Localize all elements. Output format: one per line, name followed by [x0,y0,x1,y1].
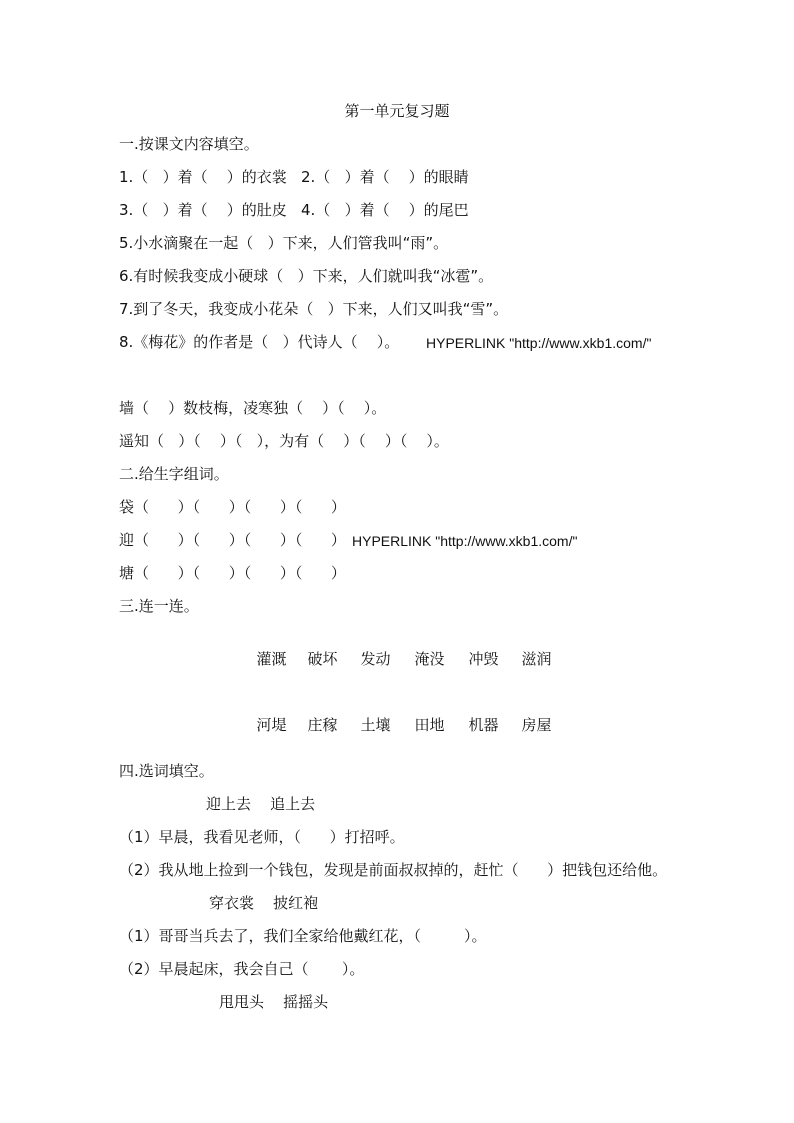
match-word: 机器 [468,716,499,734]
match-word: 冲毁 [468,650,499,668]
match-word: 灌溉 [256,650,287,668]
question-6: 6.有时候我变成小硬球（ ）下来，人们就叫我“冰雹”。 [119,267,494,285]
word-group-hyperlink-text: HYPERLINK "http://www.xkb1.com/" [352,533,578,549]
section-4-heading: 四.选词填空。 [119,762,214,780]
match-word: 房屋 [521,716,552,734]
fill-question-1-1: （1）早晨，我看见老师，（ ）打招呼。 [119,828,405,846]
question-8-hyperlink-text: HYPERLINK "http://www.xkb1.com/" [426,335,652,351]
match-word: 滋润 [521,650,552,668]
word-group-row-2: 迎（ ）（ ）（ ）（ ） [119,531,346,549]
poem-line-1: 墙（ ）数枝梅，凌寒独（ ）（ ）。 [119,399,387,417]
question-7: 7.到了冬天，我变成小花朵（ ）下来，人们又叫我“雪”。 [119,300,509,318]
question-3-4: 3.（ ）着（ ）的肚皮 4.（ ）着（ ）的尾巴 [119,201,469,219]
question-8: 8.《梅花》的作者是（ ）代诗人（ ）。 [119,333,400,351]
fill-question-2-2: （2）早晨起床，我会自己（ ）。 [119,960,365,978]
match-word: 河堤 [256,716,287,734]
section-2-heading: 二.给生字组词。 [119,465,229,483]
fill-question-2-1: （1）哥哥当兵去了，我们全家给他戴红花，（ ）。 [119,927,487,945]
match-word: 发动 [360,650,391,668]
word-choice-group-2: 穿衣裳 披红袍 [209,894,319,912]
word-group-row-1: 袋（ ）（ ）（ ）（ ） [119,498,346,516]
poem-line-2: 遥知（ ）（ ）（ ），为有（ ）（ ）（ ）。 [119,432,449,450]
word-choice-group-3: 甩甩头 摇摇头 [219,993,329,1011]
match-word: 土壤 [360,716,391,734]
match-word: 破坏 [307,650,338,668]
word-group-row-3: 塘（ ）（ ）（ ）（ ） [119,564,346,582]
match-word: 田地 [414,716,445,734]
fill-question-1-2: （2）我从地上捡到一个钱包，发现是前面叔叔掉的，赶忙（ ）把钱包还给他。 [119,861,668,879]
match-word: 淹没 [414,650,445,668]
matching-bottom-row [247,695,552,735]
question-1-2: 1.（ ）着（ ）的衣裳 2.（ ）着（ ）的眼睛 [119,168,469,186]
section-1-heading: 一.按课文内容填空。 [119,135,259,153]
question-5: 5.小水滴聚在一起（ ）下来，人们管我叫“雨”。 [119,234,449,252]
word-choice-group-1: 迎上去 追上去 [206,795,316,813]
matching-top-row [247,629,552,669]
section-3-heading: 三.连一连。 [119,597,199,615]
match-word: 庄稼 [307,716,338,734]
page-title: 第一单元复习题 [344,102,450,120]
